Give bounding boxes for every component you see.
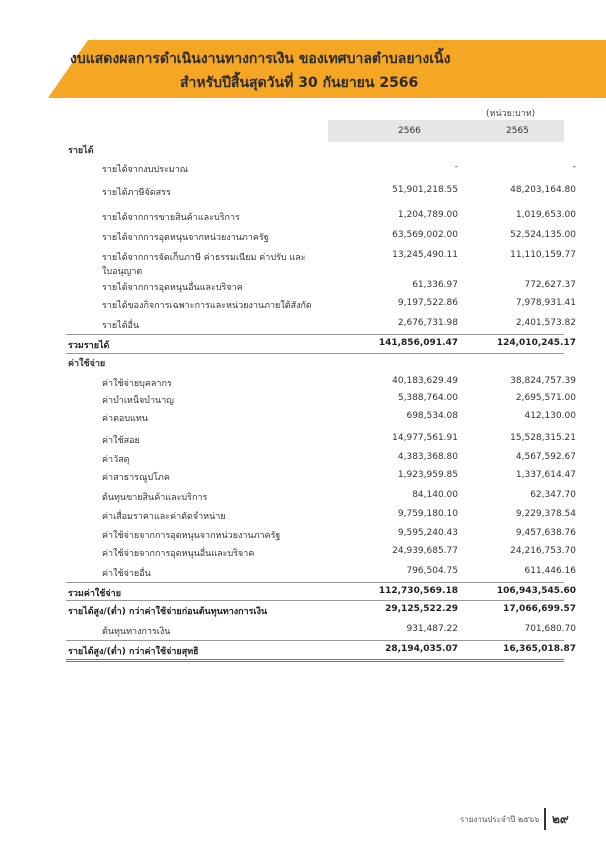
table-row: รายได้จากการอุดหนุนจากหน่วยงานภาครัฐ 63,569,002.00 52,524,135.00 [102, 230, 576, 243]
table-row: ค่าใช้สอย 14,977,561.91 15,528,315.21 [102, 433, 576, 446]
year-previous: 2565 [506, 126, 529, 136]
footer-report-label: รายงานประจำปี ๒๕๖๖ [460, 815, 540, 824]
divider [66, 334, 564, 335]
table-row: ค่าใช้จ่ายจากการอุดหนุนอื่นและบริจาค 24,939,685.77 24,216,753.70 [102, 546, 576, 559]
table-row: ต้นทุนขายสินค้าและบริการ 84,140.00 62,347.70 [102, 490, 576, 503]
title-banner [0, 40, 606, 98]
table-row: รายได้จากงบประมาณ - - [102, 162, 576, 175]
finance-cost-row: ต้นทุนทางการเงิน 931,487.22 701,680.70 [102, 624, 576, 637]
table-row: รายได้ภาษีจัดสรร 51,901,218.55 48,203,164.80 [102, 185, 576, 198]
table-row: รายได้อื่น 2,676,731.98 2,401,573.82 [102, 318, 576, 331]
revenue-heading: รายได้ [68, 146, 94, 156]
table-row: ค่าสาธารณูปโภค 1,923,959.85 1,337,614.47 [102, 470, 576, 483]
double-underline-bottom [66, 661, 564, 662]
expenses-heading: ค่าใช้จ่าย [68, 359, 106, 369]
divider [66, 582, 564, 583]
net-surplus-row: รายได้สูง/(ต่ำ) กว่าค่าใช้จ่ายสุทธิ 28,194,035.07 16,365,018.87 [68, 644, 576, 657]
year-current: 2566 [398, 126, 421, 136]
revenue-heading-row [0, 143, 606, 157]
table-row: ค่าใช้จ่ายจากการอุดหนุนจากหน่วยงานภาครัฐ 9,595,240.43 9,457,638.76 [102, 528, 576, 541]
table-row: ค่าใช้จ่ายอื่น 796,504.75 611,446.16 [102, 566, 576, 579]
divider [66, 640, 564, 641]
table-row: ค่าตอบแทน 698,534.08 412,130.00 [102, 411, 576, 424]
footer-separator [544, 808, 546, 830]
expenses-heading-row [0, 356, 606, 370]
table-row: รายได้ของกิจการเฉพาะการและหน่วยงานภายใต้สังกัด 9,197,522.86 7,978,931.41 [102, 298, 576, 311]
table-row: ค่าเสื่อมราคาและค่าตัดจำหน่าย 9,759,180.10 9,229,378.54 [102, 509, 576, 522]
table-row: ค่าวัสดุ 4,383,368.80 4,567,592.67 [102, 452, 576, 465]
double-underline-top [66, 659, 564, 660]
table-row-continuation: ใบอนุญาต [102, 267, 143, 277]
table-row: รายได้จากการอุดหนุนอื่นและบริจาค 61,336.97 772,627.37 [102, 280, 576, 293]
surplus-before-finance-row: รายได้สูง/(ต่ำ) กว่าค่าใช้จ่ายก่อนต้นทุนทางการเงิน 29,125,522.29 17,066,699.57 [68, 604, 576, 617]
report-title: งบแสดงผลการดำเนินงานทางการเงิน ของเทศบาลตำบลยางเนิ้ง [70, 51, 451, 67]
total-expenses-row: รวมค่าใช้จ่าย 112,730,569.18 106,943,545.60 [68, 586, 576, 599]
divider [66, 353, 564, 354]
table-row: รายได้จากการขายสินค้าและบริการ 1,204,789.00 1,019,653.00 [102, 210, 576, 223]
divider [66, 600, 564, 601]
table-row: ค่าใช้จ่ายบุคลากร 40,183,629.49 38,824,757.39 [102, 376, 576, 389]
table-row: รายได้จากการจัดเก็บภาษี ค่าธรรมเนียม ค่าปรับ และ 13,245,490.11 11,110,159.77 [102, 250, 576, 263]
table-row: ค่าบำเหน็จบำนาญ 5,388,764.00 2,695,571.00 [102, 393, 576, 406]
total-revenue-row: รวมรายได้ 141,856,091.47 124,010,245.17 [68, 338, 576, 351]
unit-label: (หน่วย:บาท) [486, 109, 536, 119]
page-number: ๒๙ [552, 812, 569, 826]
report-subtitle: สำหรับปีสิ้นสุดวันที่ 30 กันยายน 2566 [180, 75, 419, 91]
